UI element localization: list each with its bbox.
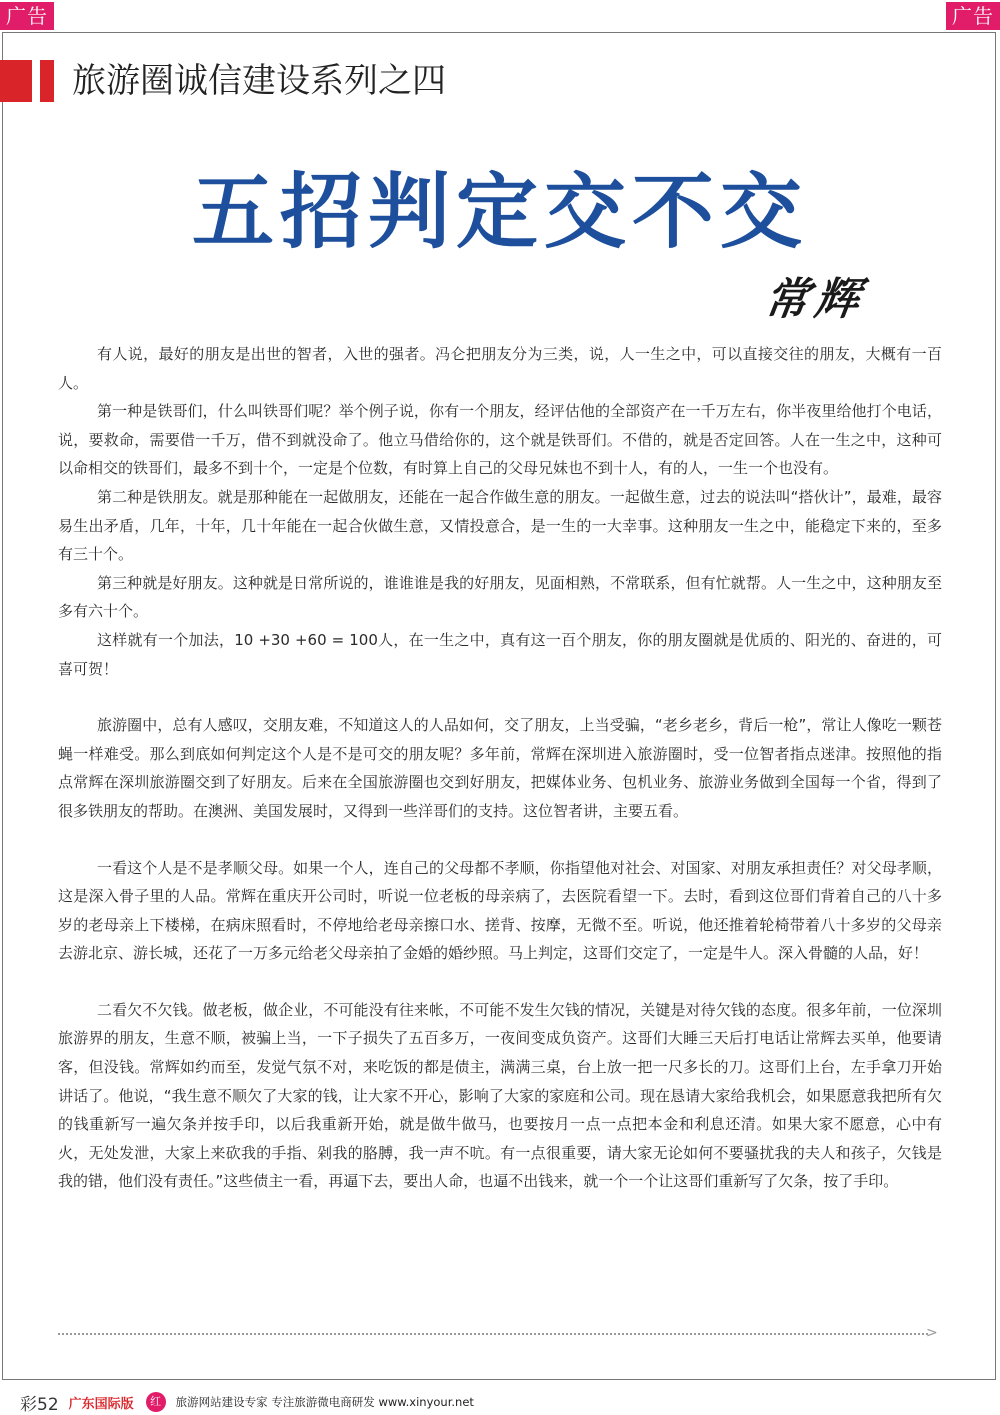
footer-slogan: 旅游网站建设专家 专注旅游微电商研发 www.xinyour.net [175, 1395, 474, 1409]
dotted-divider [58, 1333, 928, 1335]
paragraph: 第三种就是好朋友。这种就是日常所说的，谁谁谁是我的好朋友，见面相熟，不常联系，但有忙就帮。人一生之中，这种朋友至多有六十个。 [58, 573, 942, 621]
series-title: 旅游圈诚信建设系列之四 [72, 61, 446, 101]
paragraph: 这样就有一个加法，10 +30 +60 = 100人，在一生之中，真有这一百个朋友，你的朋友圈就是优质的、阳光的、奋进的，可喜可贺！ [58, 630, 942, 678]
ad-tag-right: 广告 [946, 2, 1000, 30]
paragraph: 一看这个人是不是孝顺父母。如果一个人，连自己的父母都不孝顺，你指望他对社会、对国家、对朋友承担责任？对父母孝顺，这是深入骨子里的人品。常辉在重庆开公司时，听说一位老板的母亲病了，去医院看望一下。去时，看到这位哥们背着自己的八十多岁的老母亲上下楼梯，在病床照看时，不停地给老母亲擦口水、搓背、按摩，无微不至。听说，他还推着轮椅带着八十多岁的父母亲去游北京、游长城，还花了一万多元给老父母亲拍了金婚的婚纱照。马上判定，这哥们交定了，一定是牛人。深入骨髓的人品，好！ [58, 858, 942, 963]
paragraph: 第二种是铁朋友。就是那种能在一起做朋友，还能在一起合作做生意的朋友。一起做生意，过去的说法叫“搭伙计”，最难，最容易生出矛盾，几年，十年，几十年能在一起合伙做生意，又情投意合，是一生的一大幸事。这种朋友一生之中，能稳定下来的，至多有三十个。 [58, 487, 942, 564]
article-body [58, 340, 942, 1196]
series-accent-bar [0, 60, 32, 102]
series-accent-bar-thin [40, 60, 54, 102]
paragraph: 旅游圈中，总有人感叹，交朋友难，不知道这人的人品如何，交了朋友，上当受骗，“老乡老乡，背后一枪”，常让人像吃一颗苍蝇一样难受。那么到底如何判定这个人是不是可交的朋友呢？多年前，常辉在深圳进入旅游圈时，受一位智者指点迷津。按照他的指点常辉在深圳旅游圈交到了好朋友。后来在全国旅游圈也交到好朋友，把媒体业务、包机业务、旅游业务做到全国每一个省，得到了很多铁朋友的帮助。在澳洲、美国发展时，又得到一些洋哥们的支持。这位智者讲，主要五看。 [58, 716, 942, 820]
arrow-right-icon: > [926, 1325, 938, 1341]
article-title: 五招判定交不交 [191, 165, 808, 260]
brand-logo-icon: 红 [146, 1392, 166, 1412]
paragraph: 有人说，最好的朋友是出世的智者，入世的强者。冯仑把朋友分为三类，说，人一生之中，可以直接交往的朋友，大概有一百人。 [58, 345, 942, 392]
page-number: 彩52 [20, 1394, 59, 1415]
magazine-name: 广东国际版 [68, 1396, 134, 1412]
paragraph: 二看欠不欠钱。做老板，做企业，不可能没有往来帐，不可能不发生欠钱的情况，关键是对待欠钱的态度。很多年前，一位深圳旅游界的朋友，生意不顺，被骗上当，一下子损失了五百多万，一夜间变成负资产。这哥们大睡三天后打电话让常辉去买单，他要请客，但没钱。常辉如约而至，发觉气氛不对，来吃饭的都是债主，满满三桌，台上放一把一尺多长的刀。这哥们上台，左手拿刀开始讲话了。他说，“我生意不顺欠了大家的钱，让大家不开心，影响了大家的家庭和公司。现在恳请大家给我机会，如果愿意我把所有欠的钱重新写一遍欠条并按手印，以后我重新开始，就是做牛做马，也要按月一点一点把本金和利息还清。如果大家不愿意，心中有火，无处发泄，大家上来砍我的手指、剁我的胳膊，我一声不吭。有一点很重要，请大家无论如何不要骚扰我的夫人和孩子，欠钱是我的错，他们没有责任。”这些债主一看，再逼下去，要出人命，也逼不出钱来，就一个一个让这哥们重新写了欠条，按了手印。 [58, 1000, 942, 1191]
page-footer [20, 1390, 474, 1414]
author-signature: 常辉 [761, 274, 869, 325]
paragraph: 第一种是铁哥们，什么叫铁哥们呢？举个例子说，你有一个朋友，经评估他的全部资产在一千万左右，你半夜里给他打个电话，说，要救命，需要借一千万，借不到就没命了。他立马借给你的，这个就是铁哥们。不借的，就是否定回答。人在一生之中，这种可以命相交的铁哥们，最多不到十个，一定是个位数，有时算上自己的父母兄妹也不到十人，有的人，一生一个也没有。 [58, 402, 942, 478]
ad-tag-left: 广告 [0, 2, 54, 30]
